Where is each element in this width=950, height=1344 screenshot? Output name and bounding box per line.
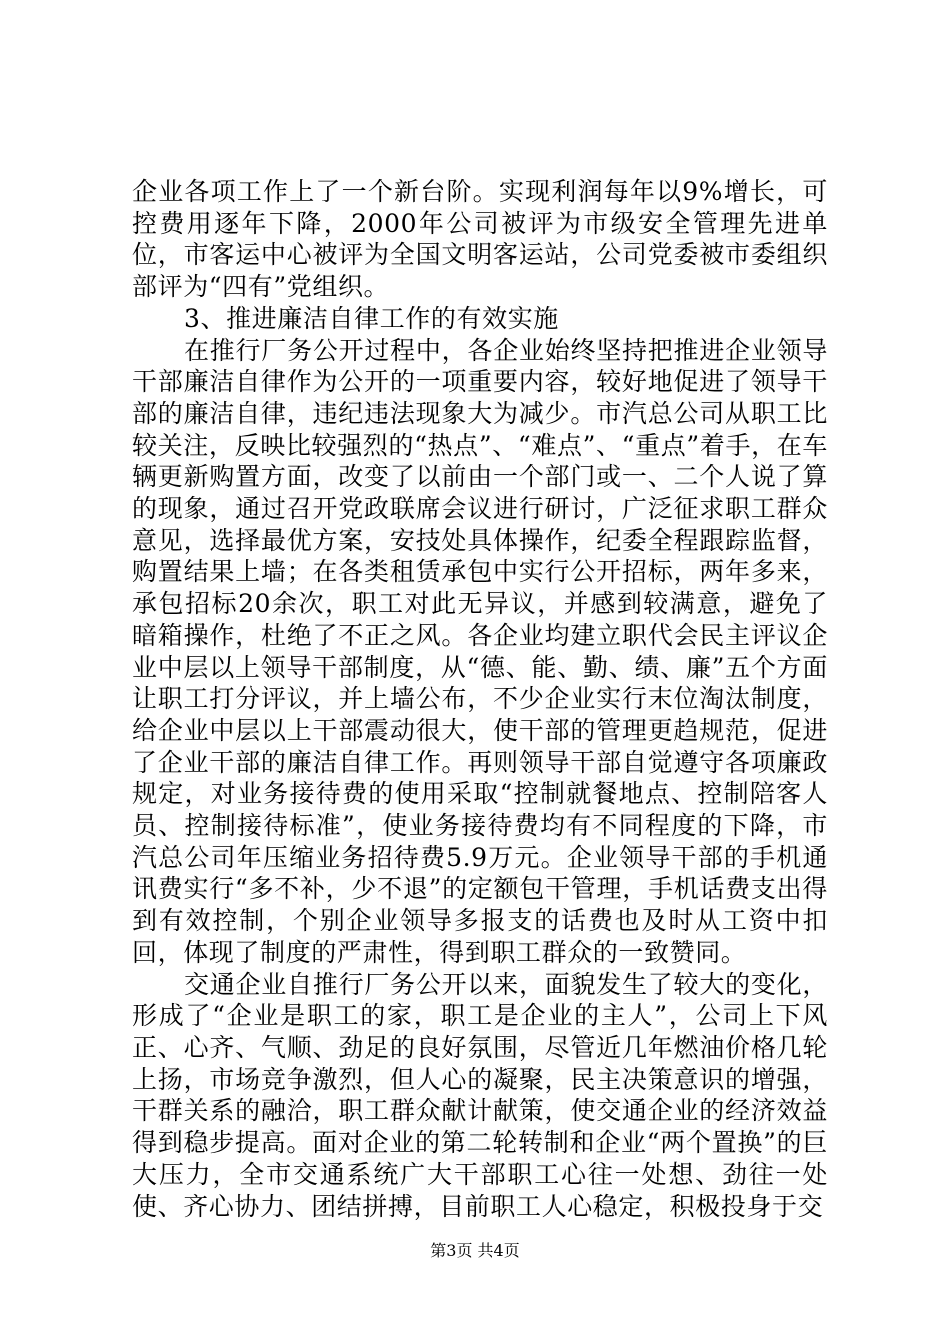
paragraph-1: 企业各项工作上了一个新台阶。实现利润每年以9%增长，可控费用逐年下降，2000年公司被评为市级安全管理先进单位，市客运中心被评为全国文明客运站，公司党委被市委组织部评为“四有”党组织。 xyxy=(132,177,828,302)
body-text xyxy=(132,176,828,1222)
page-footer: 第3页 共4页 xyxy=(430,1241,520,1260)
section-heading: 3、推进廉洁自律工作的有效实施 xyxy=(184,303,559,333)
paragraph-3: 交通企业自推行厂务公开以来，面貌发生了较大的变化，形成了“企业是职工的家，职工是企业的主人”，公司上下风正、心齐、气顺、劲足的良好氛围，尽管近几年燃油价格几轮上扬，市场竞争激烈，但人心的凝聚，民主决策意识的增强，干群关系的融洽，职工群众献计献策，使交通企业的经济效益得到稳步提高。面对企业的第二轮转制和企业“两个置换”的巨大压力，全市交通系统广大干部职工心往一处想、劲往一处使、齐心协力、团结拼搏，目前职工人心稳定，积极投身于交 xyxy=(132,969,828,1221)
paragraph-2: 在推行厂务公开过程中，各企业始终坚持把推进企业领导干部廉洁自律作为公开的一项重要内容，较好地促进了领导干部的廉洁自律，违纪违法现象大为减少。市汽总公司从职工比较关注，反映比较强烈的“热点”、“难点”、“重点”着手，在车辆更新购置方面，改变了以前由一个部门或一、二个人说了算的现象，通过召开党政联席会议进行研讨，广泛征求职工群众意见，选择最优方案，安技处具体操作，纪委全程跟踪监督，购置结果上墙；在各类租赁承包中实行公开招标，两年多来，承包招标20余次，职工对此无异议，并感到较满意，避免了暗箱操作，杜绝了不正之风。各企业均建立职代会民主评议企业中层以上领导干部制度，从“德、能、勤、绩、廉”五个方面让职工打分评议，并上墙公布，不少企业实行末位淘汰制度，给企业中层以上干部震动很大，使干部的管理更趋规范，促进了企业干部的廉洁自律工作。再则领导干部自觉遵守各项廉政规定，对业务接待费的使用采取“控制就餐地点、控制陪客人员、控制接待标准”，使业务接待费均有不同程度的下降，市汽总公司年压缩业务招待费5.9万元。企业领导干部的手机通讯费实行“多不补，少不退”的定额包干管理，手机话费支出得到有效控制，个别企业领导多报支的话费也及时从工资中扣回，体现了制度的严肃性，得到职工群众的一致赞同。 xyxy=(132,335,828,967)
